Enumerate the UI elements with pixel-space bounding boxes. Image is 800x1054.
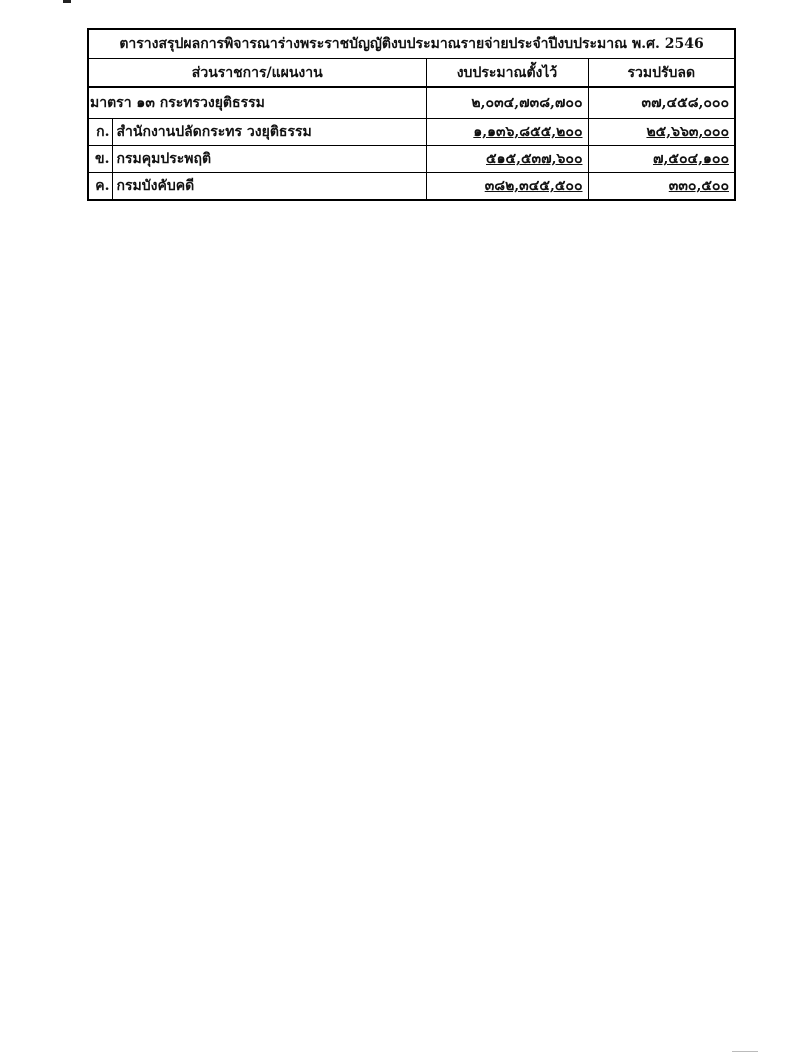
ministry-cut: ๓๗,๔๕๘,๐๐๐ (588, 87, 735, 119)
row-budget: ๓๘๒,๓๔๕,๕๐๐ (426, 173, 588, 201)
header-cut: รวมปรับลด (588, 59, 735, 88)
table-row (88, 146, 735, 173)
scan-mark-bottom (732, 1051, 758, 1052)
row-cut: ๓๓๐,๕๐๐ (588, 173, 735, 201)
row-prefix: ข. (88, 146, 112, 173)
row-prefix: ค. (88, 173, 112, 201)
row-name: กรมบังคับคดี (112, 173, 426, 201)
budget-summary-table (87, 28, 736, 201)
row-cut: ๒๕,๖๖๓,๐๐๐ (588, 119, 735, 146)
table-row (88, 119, 735, 146)
row-budget: ๕๑๕,๕๓๗,๖๐๐ (426, 146, 588, 173)
row-name: กรมคุมประพฤติ (112, 146, 426, 173)
table-title: ตารางสรุปผลการพิจารณาร่างพระราชบัญญัติงบประมาณรายจ่ายประจำปีงบประมาณ พ.ศ. 2546 (88, 29, 735, 59)
ministry-budget: ๒,๐๓๔,๗๓๘,๗๐๐ (426, 87, 588, 119)
scan-mark (63, 0, 71, 3)
header-unit: ส่วนราชการ/แผนงาน (88, 59, 426, 88)
ministry-row (88, 87, 735, 119)
row-cut: ๗,๕๐๔,๑๐๐ (588, 146, 735, 173)
row-budget: ๑,๑๓๖,๘๕๕,๒๐๐ (426, 119, 588, 146)
header-budget: งบประมาณตั้งไว้ (426, 59, 588, 88)
row-name: สำนักงานปลัดกระทร วงยุติธรรม (112, 119, 426, 146)
header-row (88, 59, 735, 88)
ministry-label: มาตรา ๑๓ กระทรวงยุติธรรม (88, 87, 426, 119)
row-prefix: ก. (88, 119, 112, 146)
table-row (88, 173, 735, 201)
title-row (88, 29, 735, 59)
